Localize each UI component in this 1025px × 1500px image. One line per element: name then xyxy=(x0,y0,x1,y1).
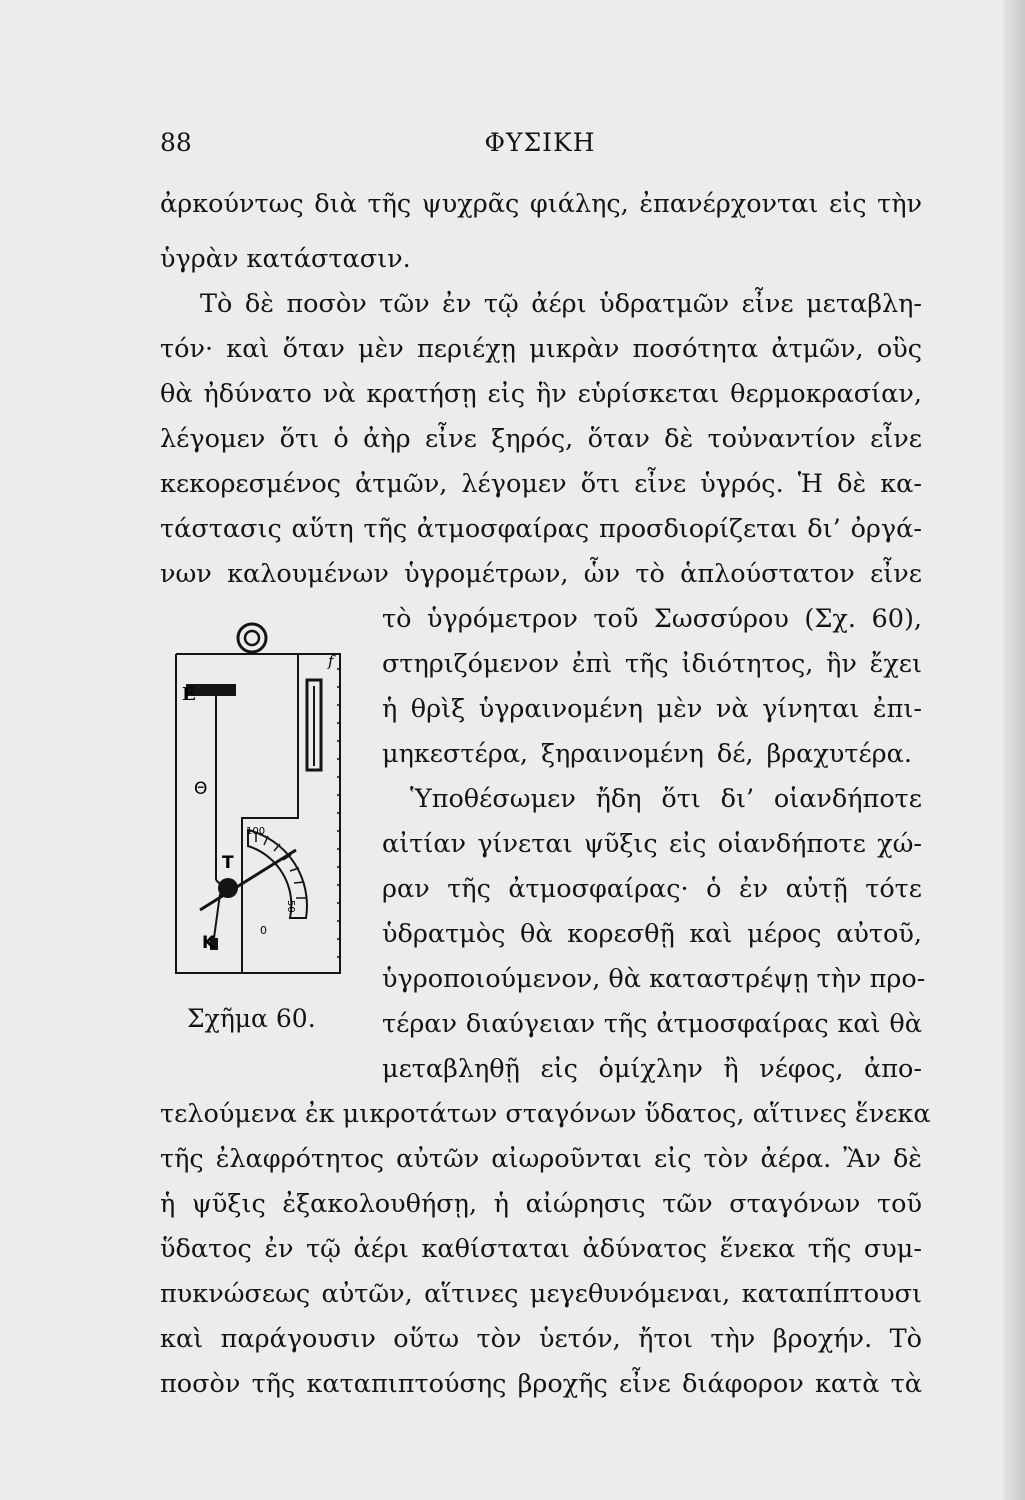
text-line: πυκνώσεως αὐτῶν, αἵτινες μεγεθυνόμεναι, καταπίπτουσι xyxy=(160,1279,922,1309)
pointer-needle xyxy=(200,850,296,910)
figure-caption: Σχῆμα 60. xyxy=(187,1004,316,1033)
text-line: τελούμενα ἐκ μικροτάτων σταγόνων ὕδατος, αἵτινες ἕνεκα xyxy=(160,1099,931,1129)
text-line: καὶ παράγουσιν οὕτω τὸν ὑετόν, ἤτοι τὴν βροχήν. Τὸ xyxy=(160,1324,922,1354)
text-line: Ὑποθέσωμεν ἤδη ὅτι δι’ οἱανδήποτε xyxy=(410,784,922,814)
text-line: τὸ ὑγρόμετρον τοῦ Σωσσύρου (Σχ. 60), xyxy=(382,604,922,634)
text-line: τῆς ἐλαφρότητος αὐτῶν αἰωροῦνται εἰς τὸν ἀέρα. Ἂν δὲ xyxy=(160,1144,922,1174)
text-line: ἡ ψῦξις ἐξακολουθήσῃ, ἡ αἰώρησις τῶν σταγόνων τοῦ xyxy=(160,1189,922,1219)
text-line: μηκεστέρα, ξηραινομένη δέ, βραχυτέρα. xyxy=(382,739,912,769)
label-k: K xyxy=(202,933,216,953)
label-f: f xyxy=(328,652,334,670)
text-line: ὑδρατμὸς θὰ κορεσθῇ καὶ μέρος αὐτοῦ, xyxy=(382,919,922,949)
suspension-ring xyxy=(238,624,266,652)
text-line: Τὸ δὲ ποσὸν τῶν ἐν τῷ ἀέρι ὑδρατμῶν εἶνε μεταβλη- xyxy=(200,289,922,319)
text-line: ὑγροποιούμενον, θὰ καταστρέψῃ τὴν προ- xyxy=(382,964,926,994)
text-line: νων καλουμένων ὑγρομέτρων, ὧν τὸ ἁπλούστατον εἶνε xyxy=(160,559,922,589)
text-line: ραν τῆς ἀτμοσφαίρας· ὁ ἐν αὐτῇ τότε xyxy=(382,874,922,904)
label-theta: Θ xyxy=(194,779,208,799)
text-line: αἰτίαν γίνεται ψῦξις εἰς οἱανδήποτε χώ- xyxy=(382,829,922,859)
text-line: τάστασις αὕτη τῆς ἀτμοσφαίρας προσδιορίζεται δι’ ὀργά- xyxy=(160,514,922,544)
text-line: τόν· καὶ ὅταν μὲν περιέχῃ μικρὰν ποσότητα ἀτμῶν, οὓς xyxy=(160,334,922,364)
hygrometer-figure xyxy=(160,618,360,978)
text-line: κεκορεσμένος ἀτμῶν, λέγομεν ὅτι εἶνε ὑγρός. Ἡ δὲ κα- xyxy=(160,469,922,499)
label-t: T xyxy=(222,853,234,873)
page-header xyxy=(160,128,920,168)
text-line: ἀρκούντως διὰ τῆς ψυχρᾶς φιάλης, ἐπανέρχονται εἰς τὴν xyxy=(160,189,922,219)
frame-outline xyxy=(176,654,340,973)
hygrometer-illustration xyxy=(160,618,360,978)
label-e: E xyxy=(182,684,196,705)
label-50: 50 xyxy=(285,900,296,913)
text-line: μεταβληθῇ εἰς ὁμίχλην ἢ νέφος, ἀπο- xyxy=(382,1054,922,1084)
text-line: ἡ θρὶξ ὑγραινομένη μὲν νὰ γίνηται ἐπι- xyxy=(382,694,922,724)
label-100: 100 xyxy=(246,826,266,837)
text-line: τέραν διαύγειαν τῆς ἀτμοσφαίρας καὶ θὰ xyxy=(382,1009,922,1039)
text-line: ποσὸν τῆς καταπιπτούσης βροχῆς εἶνε διάφορον κατὰ τὰ xyxy=(160,1369,922,1399)
text-line: ὕδατος ἐν τῷ ἀέρι καθίσταται ἀδύνατος ἕνεκα τῆς συμ- xyxy=(160,1234,922,1264)
text-line: στηριζόμενον ἐπὶ τῆς ἰδιότητος, ἣν ἔχει xyxy=(382,649,922,679)
text-line: λέγομεν ὅτι ὁ ἀὴρ εἶνε ξηρός, ὅταν δὲ τοὐναντίον εἶνε xyxy=(160,424,922,454)
text-line: θὰ ἠδύνατο νὰ κρατήσῃ εἰς ἣν εὑρίσκεται θερμοκρασίαν, xyxy=(160,379,922,409)
running-title: ΦΥΣΙΚΗ xyxy=(484,128,596,157)
text-line: ὑγρὰν κατάστασιν. xyxy=(160,244,411,274)
page-number: 88 xyxy=(160,128,192,157)
page-edge-shadow xyxy=(1003,0,1025,1500)
label-0: 0 xyxy=(260,924,267,937)
